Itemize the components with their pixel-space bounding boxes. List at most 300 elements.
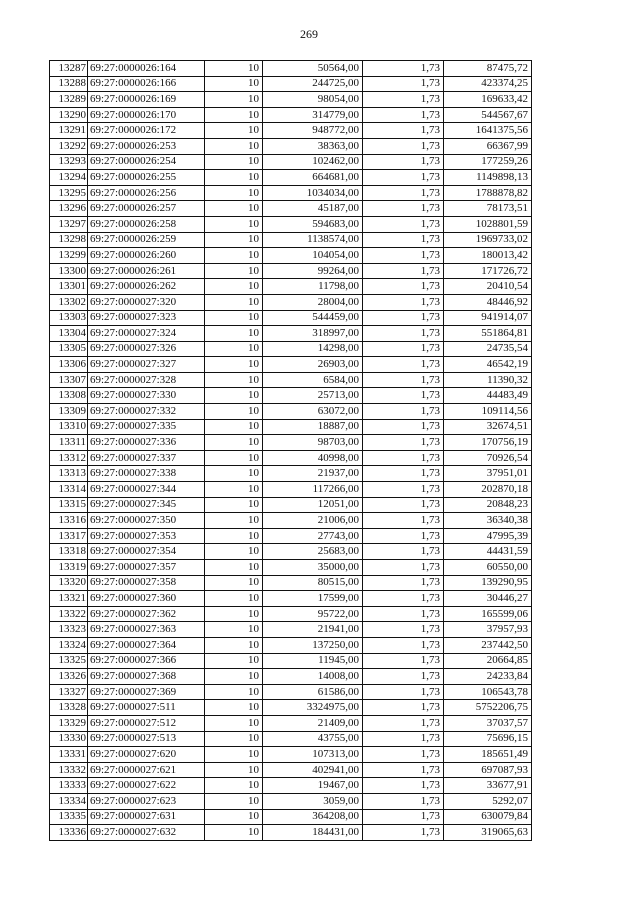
- total-cell: 47995,39: [444, 528, 532, 544]
- table-row: [50, 762, 532, 778]
- total-cell: 319065,63: [444, 825, 532, 841]
- value-cell: 11945,00: [263, 653, 363, 669]
- value-cell: 26903,00: [263, 357, 363, 373]
- row-number-cell: 13311: [50, 435, 88, 451]
- coefficient-cell: 1,73: [363, 684, 444, 700]
- table-row: [50, 435, 532, 451]
- rate-cell: 10: [205, 450, 263, 466]
- table-row: [50, 731, 532, 747]
- page-number: 269: [300, 27, 318, 41]
- value-cell: 21937,00: [263, 466, 363, 482]
- coefficient-cell: 1,73: [363, 466, 444, 482]
- cadastral-number-cell: 69:27:0000027:345: [88, 497, 205, 513]
- total-cell: 37957,93: [444, 622, 532, 638]
- coefficient-cell: 1,73: [363, 793, 444, 809]
- coefficient-cell: 1,73: [363, 404, 444, 420]
- table-row: [50, 482, 532, 498]
- rate-cell: 10: [205, 793, 263, 809]
- table-row: [50, 575, 532, 591]
- cadastral-number-cell: 69:27:0000027:324: [88, 326, 205, 342]
- coefficient-cell: 1,73: [363, 825, 444, 841]
- coefficient-cell: 1,73: [363, 216, 444, 232]
- table-row: [50, 92, 532, 108]
- cadastral-number-cell: 69:27:0000027:358: [88, 575, 205, 591]
- cadastral-number-cell: 69:27:0000026:169: [88, 92, 205, 108]
- table-row: [50, 606, 532, 622]
- coefficient-cell: 1,73: [363, 637, 444, 653]
- table-row: [50, 404, 532, 420]
- table-row: [50, 154, 532, 170]
- row-number-cell: 13300: [50, 263, 88, 279]
- cadastral-number-cell: 69:27:0000027:631: [88, 809, 205, 825]
- value-cell: 40998,00: [263, 450, 363, 466]
- row-number-cell: 13325: [50, 653, 88, 669]
- row-number-cell: 13332: [50, 762, 88, 778]
- rate-cell: 10: [205, 201, 263, 217]
- rate-cell: 10: [205, 294, 263, 310]
- rate-cell: 10: [205, 419, 263, 435]
- value-cell: 402941,00: [263, 762, 363, 778]
- row-number-cell: 13320: [50, 575, 88, 591]
- total-cell: 75696,15: [444, 731, 532, 747]
- cadastral-number-cell: 69:27:0000027:350: [88, 513, 205, 529]
- cadastral-number-cell: 69:27:0000027:335: [88, 419, 205, 435]
- cadastral-number-cell: 69:27:0000027:621: [88, 762, 205, 778]
- table-row: [50, 372, 532, 388]
- cadastral-number-cell: 69:27:0000027:320: [88, 294, 205, 310]
- total-cell: 20664,85: [444, 653, 532, 669]
- value-cell: 14298,00: [263, 341, 363, 357]
- table-row: [50, 591, 532, 607]
- value-cell: 3059,00: [263, 793, 363, 809]
- total-cell: 180013,42: [444, 248, 532, 264]
- total-cell: 66367,99: [444, 138, 532, 154]
- value-cell: 98054,00: [263, 92, 363, 108]
- coefficient-cell: 1,73: [363, 544, 444, 560]
- total-cell: 1788878,82: [444, 185, 532, 201]
- coefficient-cell: 1,73: [363, 185, 444, 201]
- total-cell: 139290,95: [444, 575, 532, 591]
- value-cell: 95722,00: [263, 606, 363, 622]
- table-row: [50, 61, 532, 77]
- coefficient-cell: 1,73: [363, 700, 444, 716]
- rate-cell: 10: [205, 825, 263, 841]
- rate-cell: 10: [205, 637, 263, 653]
- row-number-cell: 13329: [50, 715, 88, 731]
- total-cell: 36340,38: [444, 513, 532, 529]
- cadastral-number-cell: 69:27:0000027:336: [88, 435, 205, 451]
- total-cell: 44483,49: [444, 388, 532, 404]
- rate-cell: 10: [205, 216, 263, 232]
- table-row: [50, 310, 532, 326]
- table-row: [50, 450, 532, 466]
- value-cell: 45187,00: [263, 201, 363, 217]
- coefficient-cell: 1,73: [363, 76, 444, 92]
- coefficient-cell: 1,73: [363, 575, 444, 591]
- total-cell: 630079,84: [444, 809, 532, 825]
- coefficient-cell: 1,73: [363, 560, 444, 576]
- table-row: [50, 466, 532, 482]
- cadastral-number-cell: 69:27:0000027:513: [88, 731, 205, 747]
- row-number-cell: 13301: [50, 279, 88, 295]
- rate-cell: 10: [205, 388, 263, 404]
- rate-cell: 10: [205, 326, 263, 342]
- row-number-cell: 13331: [50, 747, 88, 763]
- row-number-cell: 13289: [50, 92, 88, 108]
- cadastral-number-cell: 69:27:0000027:364: [88, 637, 205, 653]
- table-row: [50, 793, 532, 809]
- coefficient-cell: 1,73: [363, 497, 444, 513]
- table-row: [50, 809, 532, 825]
- value-cell: 17599,00: [263, 591, 363, 607]
- cadastral-number-cell: 69:27:0000027:330: [88, 388, 205, 404]
- table-row: [50, 123, 532, 139]
- rate-cell: 10: [205, 684, 263, 700]
- row-number-cell: 13306: [50, 357, 88, 373]
- total-cell: 20410,54: [444, 279, 532, 295]
- coefficient-cell: 1,73: [363, 92, 444, 108]
- value-cell: 43755,00: [263, 731, 363, 747]
- total-cell: 11390,32: [444, 372, 532, 388]
- rate-cell: 10: [205, 107, 263, 123]
- coefficient-cell: 1,73: [363, 326, 444, 342]
- rate-cell: 10: [205, 435, 263, 451]
- value-cell: 28004,00: [263, 294, 363, 310]
- row-number-cell: 13328: [50, 700, 88, 716]
- row-number-cell: 13313: [50, 466, 88, 482]
- total-cell: 70926,54: [444, 450, 532, 466]
- table-row: [50, 622, 532, 638]
- table-row: [50, 715, 532, 731]
- coefficient-cell: 1,73: [363, 778, 444, 794]
- table-row: [50, 326, 532, 342]
- row-number-cell: 13326: [50, 669, 88, 685]
- row-number-cell: 13333: [50, 778, 88, 794]
- row-number-cell: 13308: [50, 388, 88, 404]
- row-number-cell: 13287: [50, 61, 88, 77]
- cadastral-number-cell: 69:27:0000027:632: [88, 825, 205, 841]
- row-number-cell: 13290: [50, 107, 88, 123]
- cadastral-number-cell: 69:27:0000027:363: [88, 622, 205, 638]
- value-cell: 25713,00: [263, 388, 363, 404]
- rate-cell: 10: [205, 497, 263, 513]
- coefficient-cell: 1,73: [363, 622, 444, 638]
- coefficient-cell: 1,73: [363, 372, 444, 388]
- rate-cell: 10: [205, 778, 263, 794]
- value-cell: 80515,00: [263, 575, 363, 591]
- coefficient-cell: 1,73: [363, 263, 444, 279]
- total-cell: 106543,78: [444, 684, 532, 700]
- table-row: [50, 76, 532, 92]
- value-cell: 107313,00: [263, 747, 363, 763]
- table-row: [50, 263, 532, 279]
- cadastral-number-cell: 69:27:0000027:323: [88, 310, 205, 326]
- value-cell: 6584,00: [263, 372, 363, 388]
- row-number-cell: 13297: [50, 216, 88, 232]
- value-cell: 35000,00: [263, 560, 363, 576]
- coefficient-cell: 1,73: [363, 248, 444, 264]
- table-row: [50, 357, 532, 373]
- total-cell: 109114,56: [444, 404, 532, 420]
- value-cell: 137250,00: [263, 637, 363, 653]
- value-cell: 594683,00: [263, 216, 363, 232]
- cadastral-number-cell: 69:27:0000026:253: [88, 138, 205, 154]
- rate-cell: 10: [205, 232, 263, 248]
- row-number-cell: 13314: [50, 482, 88, 498]
- coefficient-cell: 1,73: [363, 310, 444, 326]
- table-row: [50, 170, 532, 186]
- cadastral-number-cell: 69:27:0000026:262: [88, 279, 205, 295]
- coefficient-cell: 1,73: [363, 419, 444, 435]
- cadastral-number-cell: 69:27:0000027:512: [88, 715, 205, 731]
- table-row: [50, 669, 532, 685]
- rate-cell: 10: [205, 544, 263, 560]
- cadastral-number-cell: 69:27:0000027:354: [88, 544, 205, 560]
- total-cell: 5292,07: [444, 793, 532, 809]
- coefficient-cell: 1,73: [363, 653, 444, 669]
- rate-cell: 10: [205, 248, 263, 264]
- cadastral-number-cell: 69:27:0000026:257: [88, 201, 205, 217]
- rate-cell: 10: [205, 61, 263, 77]
- rate-cell: 10: [205, 92, 263, 108]
- row-number-cell: 13327: [50, 684, 88, 700]
- coefficient-cell: 1,73: [363, 731, 444, 747]
- table-row: [50, 248, 532, 264]
- total-cell: 20848,23: [444, 497, 532, 513]
- coefficient-cell: 1,73: [363, 513, 444, 529]
- total-cell: 37037,57: [444, 715, 532, 731]
- table-row: [50, 279, 532, 295]
- total-cell: 30446,27: [444, 591, 532, 607]
- cadastral-number-cell: 69:27:0000027:353: [88, 528, 205, 544]
- total-cell: 551864,81: [444, 326, 532, 342]
- coefficient-cell: 1,73: [363, 170, 444, 186]
- row-number-cell: 13299: [50, 248, 88, 264]
- total-cell: 5752206,75: [444, 700, 532, 716]
- data-table: [49, 60, 532, 841]
- total-cell: 171726,72: [444, 263, 532, 279]
- cadastral-number-cell: 69:27:0000027:362: [88, 606, 205, 622]
- value-cell: 102462,00: [263, 154, 363, 170]
- rate-cell: 10: [205, 731, 263, 747]
- table-row: [50, 700, 532, 716]
- total-cell: 1969733,02: [444, 232, 532, 248]
- coefficient-cell: 1,73: [363, 61, 444, 77]
- rate-cell: 10: [205, 715, 263, 731]
- value-cell: 948772,00: [263, 123, 363, 139]
- total-cell: 87475,72: [444, 61, 532, 77]
- table-row: [50, 684, 532, 700]
- value-cell: 544459,00: [263, 310, 363, 326]
- total-cell: 32674,51: [444, 419, 532, 435]
- table-row: [50, 138, 532, 154]
- value-cell: 184431,00: [263, 825, 363, 841]
- rate-cell: 10: [205, 310, 263, 326]
- table-row: [50, 560, 532, 576]
- coefficient-cell: 1,73: [363, 591, 444, 607]
- table-row: [50, 232, 532, 248]
- rate-cell: 10: [205, 76, 263, 92]
- rate-cell: 10: [205, 482, 263, 498]
- rate-cell: 10: [205, 357, 263, 373]
- rate-cell: 10: [205, 513, 263, 529]
- row-number-cell: 13294: [50, 170, 88, 186]
- total-cell: 78173,51: [444, 201, 532, 217]
- total-cell: 37951,01: [444, 466, 532, 482]
- cadastral-number-cell: 69:27:0000027:326: [88, 341, 205, 357]
- cadastral-number-cell: 69:27:0000027:511: [88, 700, 205, 716]
- coefficient-cell: 1,73: [363, 606, 444, 622]
- total-cell: 177259,26: [444, 154, 532, 170]
- total-cell: 24233,84: [444, 669, 532, 685]
- rate-cell: 10: [205, 622, 263, 638]
- value-cell: 318997,00: [263, 326, 363, 342]
- row-number-cell: 13335: [50, 809, 88, 825]
- table-row: [50, 185, 532, 201]
- rate-cell: 10: [205, 138, 263, 154]
- cadastral-number-cell: 69:27:0000026:255: [88, 170, 205, 186]
- cadastral-number-cell: 69:27:0000026:261: [88, 263, 205, 279]
- total-cell: 46542,19: [444, 357, 532, 373]
- row-number-cell: 13302: [50, 294, 88, 310]
- cadastral-number-cell: 69:27:0000027:357: [88, 560, 205, 576]
- total-cell: 941914,07: [444, 310, 532, 326]
- coefficient-cell: 1,73: [363, 482, 444, 498]
- table-row: [50, 513, 532, 529]
- cadastral-number-cell: 69:27:0000027:337: [88, 450, 205, 466]
- value-cell: 19467,00: [263, 778, 363, 794]
- value-cell: 27743,00: [263, 528, 363, 544]
- coefficient-cell: 1,73: [363, 669, 444, 685]
- rate-cell: 10: [205, 809, 263, 825]
- row-number-cell: 13291: [50, 123, 88, 139]
- cadastral-number-cell: 69:27:0000027:338: [88, 466, 205, 482]
- value-cell: 117266,00: [263, 482, 363, 498]
- value-cell: 11798,00: [263, 279, 363, 295]
- coefficient-cell: 1,73: [363, 450, 444, 466]
- value-cell: 3324975,00: [263, 700, 363, 716]
- value-cell: 18887,00: [263, 419, 363, 435]
- row-number-cell: 13307: [50, 372, 88, 388]
- table-row: [50, 294, 532, 310]
- cadastral-number-cell: 69:27:0000027:620: [88, 747, 205, 763]
- coefficient-cell: 1,73: [363, 528, 444, 544]
- coefficient-cell: 1,73: [363, 747, 444, 763]
- rate-cell: 10: [205, 123, 263, 139]
- row-number-cell: 13321: [50, 591, 88, 607]
- rate-cell: 10: [205, 185, 263, 201]
- row-number-cell: 13288: [50, 76, 88, 92]
- cadastral-number-cell: 69:27:0000027:368: [88, 669, 205, 685]
- table-row: [50, 497, 532, 513]
- table-row: [50, 216, 532, 232]
- row-number-cell: 13296: [50, 201, 88, 217]
- rate-cell: 10: [205, 653, 263, 669]
- table-row: [50, 388, 532, 404]
- value-cell: 1034034,00: [263, 185, 363, 201]
- rate-cell: 10: [205, 372, 263, 388]
- row-number-cell: 13315: [50, 497, 88, 513]
- coefficient-cell: 1,73: [363, 279, 444, 295]
- row-number-cell: 13293: [50, 154, 88, 170]
- value-cell: 25683,00: [263, 544, 363, 560]
- value-cell: 364208,00: [263, 809, 363, 825]
- value-cell: 664681,00: [263, 170, 363, 186]
- cadastral-number-cell: 69:27:0000027:327: [88, 357, 205, 373]
- row-number-cell: 13319: [50, 560, 88, 576]
- row-number-cell: 13310: [50, 419, 88, 435]
- coefficient-cell: 1,73: [363, 294, 444, 310]
- total-cell: 544567,67: [444, 107, 532, 123]
- cadastral-number-cell: 69:27:0000026:256: [88, 185, 205, 201]
- table-row: [50, 419, 532, 435]
- rate-cell: 10: [205, 560, 263, 576]
- coefficient-cell: 1,73: [363, 232, 444, 248]
- value-cell: 21941,00: [263, 622, 363, 638]
- total-cell: 170756,19: [444, 435, 532, 451]
- row-number-cell: 13318: [50, 544, 88, 560]
- rate-cell: 10: [205, 341, 263, 357]
- rate-cell: 10: [205, 747, 263, 763]
- cadastral-number-cell: 69:27:0000027:622: [88, 778, 205, 794]
- row-number-cell: 13298: [50, 232, 88, 248]
- total-cell: 165599,06: [444, 606, 532, 622]
- value-cell: 99264,00: [263, 263, 363, 279]
- row-number-cell: 13292: [50, 138, 88, 154]
- coefficient-cell: 1,73: [363, 138, 444, 154]
- row-number-cell: 13330: [50, 731, 88, 747]
- row-number-cell: 13316: [50, 513, 88, 529]
- value-cell: 38363,00: [263, 138, 363, 154]
- total-cell: 697087,93: [444, 762, 532, 778]
- value-cell: 21409,00: [263, 715, 363, 731]
- coefficient-cell: 1,73: [363, 357, 444, 373]
- total-cell: 169633,42: [444, 92, 532, 108]
- value-cell: 244725,00: [263, 76, 363, 92]
- table-row: [50, 544, 532, 560]
- table-body: [50, 61, 532, 841]
- row-number-cell: 13304: [50, 326, 88, 342]
- coefficient-cell: 1,73: [363, 762, 444, 778]
- rate-cell: 10: [205, 404, 263, 420]
- row-number-cell: 13334: [50, 793, 88, 809]
- cadastral-number-cell: 69:27:0000027:344: [88, 482, 205, 498]
- row-number-cell: 13323: [50, 622, 88, 638]
- table-row: [50, 201, 532, 217]
- cadastral-number-cell: 69:27:0000026:254: [88, 154, 205, 170]
- total-cell: 237442,50: [444, 637, 532, 653]
- coefficient-cell: 1,73: [363, 388, 444, 404]
- cadastral-number-cell: 69:27:0000026:170: [88, 107, 205, 123]
- table-row: [50, 341, 532, 357]
- value-cell: 12051,00: [263, 497, 363, 513]
- cadastral-number-cell: 69:27:0000026:172: [88, 123, 205, 139]
- coefficient-cell: 1,73: [363, 154, 444, 170]
- row-number-cell: 13295: [50, 185, 88, 201]
- coefficient-cell: 1,73: [363, 123, 444, 139]
- rate-cell: 10: [205, 154, 263, 170]
- total-cell: 33677,91: [444, 778, 532, 794]
- row-number-cell: 13317: [50, 528, 88, 544]
- total-cell: 44431,59: [444, 544, 532, 560]
- total-cell: 24735,54: [444, 341, 532, 357]
- cadastral-number-cell: 69:27:0000026:164: [88, 61, 205, 77]
- table-row: [50, 528, 532, 544]
- value-cell: 50564,00: [263, 61, 363, 77]
- row-number-cell: 13336: [50, 825, 88, 841]
- coefficient-cell: 1,73: [363, 809, 444, 825]
- value-cell: 1138574,00: [263, 232, 363, 248]
